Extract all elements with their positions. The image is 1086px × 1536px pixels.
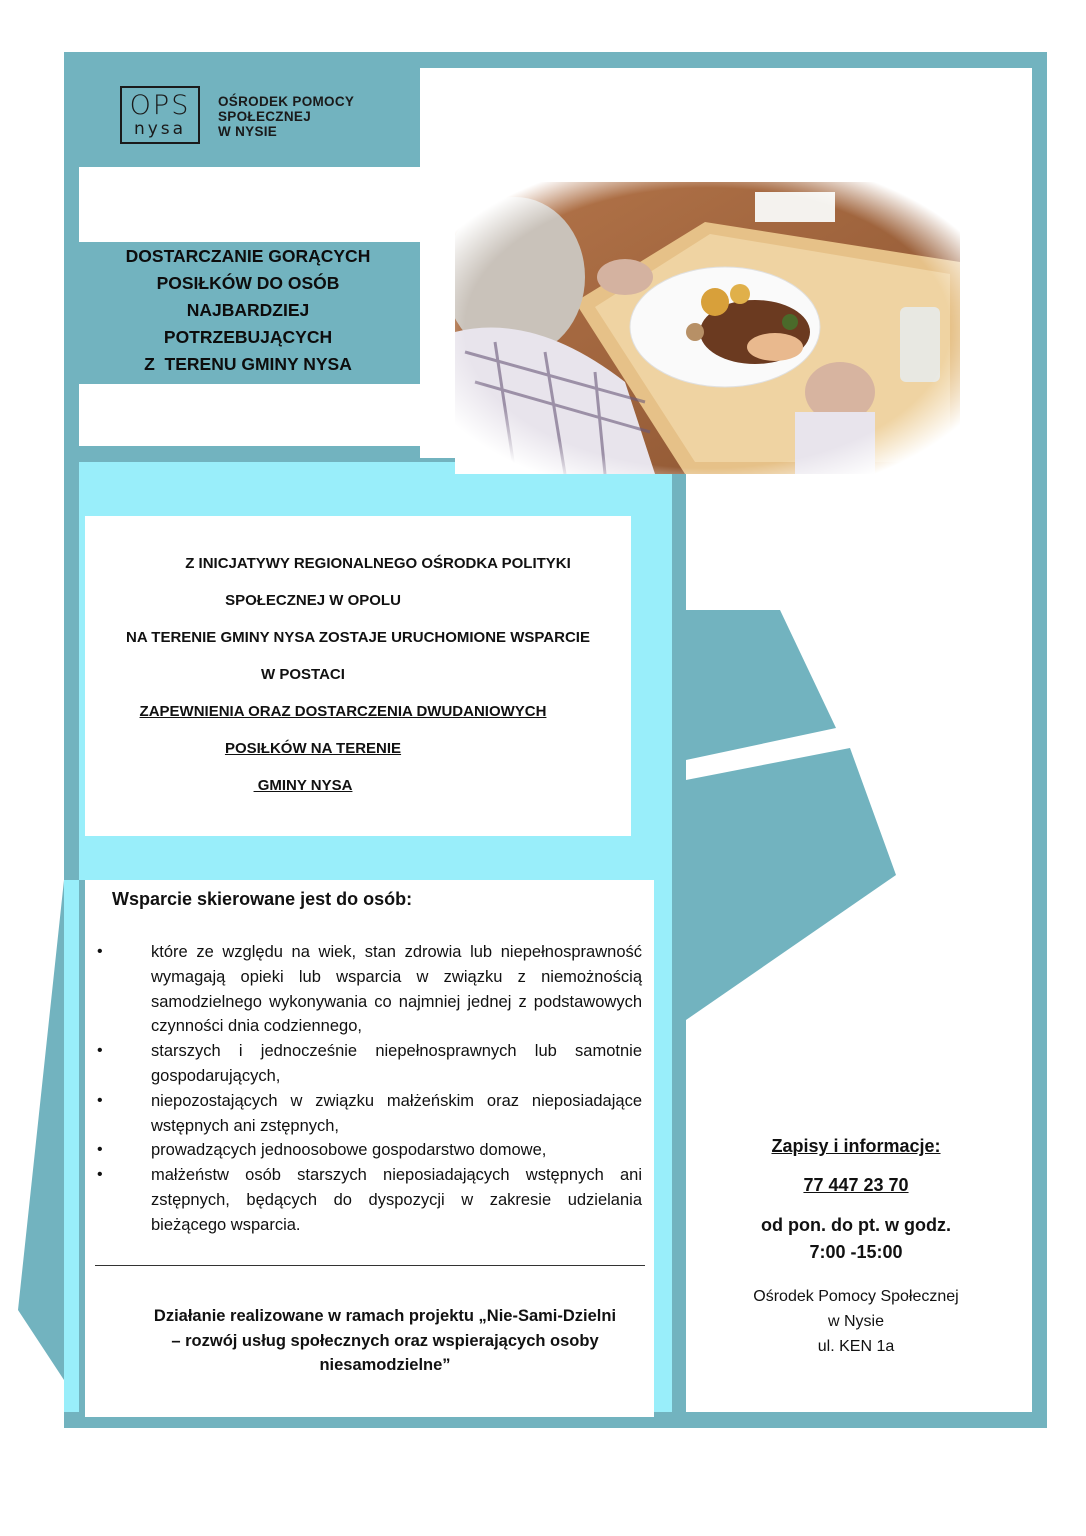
list-item: • starszych i jednocześnie niepełnosprawnych lub samotnie gospodarujących,: [95, 1039, 642, 1089]
initiative-line: GMINY NYSA: [253, 777, 353, 794]
bullet-icon: •: [97, 1166, 103, 1184]
title-line: NAJBARDZIEJ: [186, 300, 310, 320]
bullet-icon: •: [97, 1091, 103, 1109]
initiative-line: W POSTACI: [261, 666, 345, 683]
org-name-line: SPOŁECZNEJ: [218, 109, 312, 124]
organization-name: [218, 94, 354, 139]
contact-phone: 77 447 23 70: [803, 1175, 909, 1195]
project-line: – rozwój usług społecznych oraz wspierających osoby: [171, 1331, 599, 1350]
contact-block: [700, 1136, 1012, 1359]
logo-mark-bottom: nysa: [133, 119, 187, 139]
title-line: POTRZEBUJĄCYCH: [163, 327, 333, 347]
title-line: Z TERENU GMINY NYSA: [144, 354, 352, 374]
project-line: Działanie realizowane w ramach projektu „Nie-Sami-Dzielni: [153, 1307, 617, 1325]
org-name-line: OŚRODEK POMOCY: [218, 94, 355, 109]
address: [700, 1284, 1012, 1359]
list-item: • które ze względu na wiek, stan zdrowia lub niepełnosprawność wymagają opieki lub wsparcia w związku z niemożnością samodzielnego wykonywania co najmniej jednej z podstawowych czynności dnia codziennego,: [95, 940, 642, 1039]
title-line: POSIŁKÓW DO OSÓB: [156, 273, 340, 293]
list-item: • małżeństw osób starszych nieposiadających wstępnych ani zstępnych, będących do dyspozycji w zakresie udzielania bieżącego wsparcia.: [95, 1163, 642, 1237]
org-name-line: W NYSIE: [218, 124, 278, 139]
list-item: • prowadzących jednoosobowe gospodarstwo domowe,: [95, 1138, 642, 1163]
list-item: • niepozostających w związku małżeńskim oraz nieposiadające wstępnych ani zstępnych,: [95, 1089, 642, 1139]
logo-mark-top: OPS: [129, 90, 191, 121]
initiative-line: SPOŁECZNEJ W OPOLU: [225, 592, 401, 609]
project-line: niesamodzielne”: [319, 1356, 451, 1374]
address-line: Ośrodek Pomocy Społecznej: [753, 1288, 959, 1305]
initiative-line: POSIŁKÓW NA TERENIE: [224, 740, 402, 757]
bullet-icon: •: [97, 1141, 103, 1159]
frame-right-edge: [1032, 68, 1047, 1428]
contact-heading: Zapisy i informacje:: [771, 1136, 941, 1156]
elderly-person-eating-meal-photo: [455, 182, 960, 474]
bullet-icon: •: [97, 943, 103, 960]
office-hours: [700, 1212, 1012, 1266]
address-line: ul. KEN 1a: [817, 1338, 895, 1355]
project-note: [110, 1304, 660, 1378]
divider: [95, 1265, 645, 1266]
white-band-bottom: [79, 384, 420, 446]
page-title: [80, 243, 416, 378]
support-list: [95, 940, 642, 1238]
title-line: DOSTARCZANIE GORĄCYCH: [125, 246, 371, 266]
support-heading: Wsparcie skierowane jest do osób:: [112, 889, 413, 909]
left-cyan-strip: [64, 880, 79, 1412]
hours-line: 7:00 -15:00: [809, 1242, 903, 1262]
initiative-line: NA TERENIE GMINY NYSA ZOSTAJE URUCHOMIONE WSPARCIE: [126, 629, 590, 646]
address-line: w Nysie: [827, 1313, 884, 1330]
white-band-top: [79, 167, 420, 242]
initiative-text: [85, 545, 631, 804]
initiative-line: Z INICJATYWY REGIONALNEGO OŚRODKA POLITYKI: [185, 555, 571, 572]
hours-line: od pon. do pt. w godz.: [761, 1215, 951, 1235]
initiative-line: ZAPEWNIENIA ORAZ DOSTARCZENIA DWUDANIOWYCH: [139, 703, 547, 720]
bullet-icon: •: [97, 1042, 103, 1060]
ops-logo: [120, 86, 200, 144]
